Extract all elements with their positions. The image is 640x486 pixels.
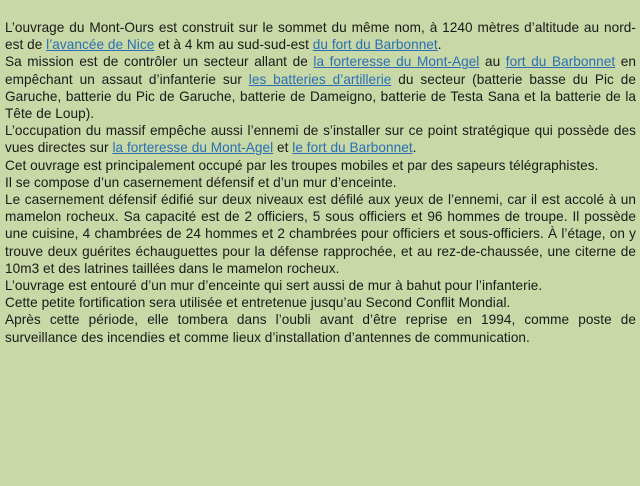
paragraph-after: Après cette période, elle tombera dans l’oubli avant d’être reprise en 1994, comme poste de surveillance des incendies et comme lieux d’installation d’antennes de communication. — [5, 312, 636, 345]
text-segment: Sa mission est de contrôler un secteur allant de — [5, 54, 314, 70]
text-segment: . — [412, 140, 417, 156]
link-fort-du-barbonnet[interactable]: du fort du Barbonnet — [312, 37, 438, 53]
text-segment: au — [479, 54, 506, 70]
paragraph-casernement: Le casernement défensif édifié sur deux niveaux est défilé aux yeux de l’ennemi, car il est accolé à un mamelon rocheux. Sa capacité est de 2 officiers, 5 sous officiers et 96 hommes de troupe. Il possède une cuisine, 4 chambrées de 24 hommes et 2 chambrées pour officiers et sous-officiers. À l’étage, on y trouve deux guérites échauguettes pour la défense rapprochée, et au rez-de-chaussée, une citerne de 10m3 et des latrines taillées dans le mamelon rocheux. — [5, 192, 636, 276]
text-segment: . — [437, 37, 442, 53]
link-fort-barbonnet[interactable]: fort du Barbonnet — [505, 54, 616, 70]
text-segment: du secteur (batterie basse du Pic de Garuche, batterie du Pic de Garuche, batterie de Dameigno, batterie de Testa Sana et la batterie de la Tête de Loup). — [5, 71, 636, 122]
paragraph-location — [5, 19, 636, 53]
link-forteresse-mont-agel[interactable]: la forteresse du Mont-Agel — [313, 54, 480, 70]
paragraph-troops: Cet ouvrage est principalement occupé par les troupes mobiles et par des sapeurs télégraphistes. — [5, 157, 599, 173]
paragraph-occupation — [5, 122, 636, 156]
text-segment: et à 4 km au sud-sud-est — [154, 37, 313, 53]
link-le-fort-du-barbonnet[interactable]: le fort du Barbonnet — [292, 140, 413, 156]
paragraph-usage: Cette petite fortification sera utilisée et entretenue jusqu’au Second Conflit Mondial. — [5, 295, 511, 311]
text-segment: et — [273, 140, 293, 156]
paragraph-mission — [5, 53, 636, 122]
paragraph-composition: Il se compose d’un casernement défensif et d’un mur d’enceinte. — [5, 174, 397, 190]
text-segment: L’occupation du massif empêche aussi l’ennemi de s’installer sur ce point stratégique qui possède des vues directes sur — [5, 123, 636, 156]
text-segment: L’ouvrage du Mont-Ours est construit sur le sommet du même nom, à 1240 mètres d’altitude au nord-est de — [5, 20, 636, 53]
link-avancee-de-nice[interactable]: l’avancée de Nice — [46, 37, 155, 53]
link-forteresse-mont-agel-2[interactable]: la forteresse du Mont-Agel — [112, 140, 274, 156]
paragraph-enceinte: L’ouvrage est entouré d’un mur d’enceinte qui sert aussi de mur à bahut pour l’infanterie. — [5, 278, 543, 294]
text-segment: en empêchant un assaut d’infanterie sur — [5, 54, 636, 87]
link-batteries-artillerie[interactable]: les batteries d’artillerie — [248, 71, 392, 87]
